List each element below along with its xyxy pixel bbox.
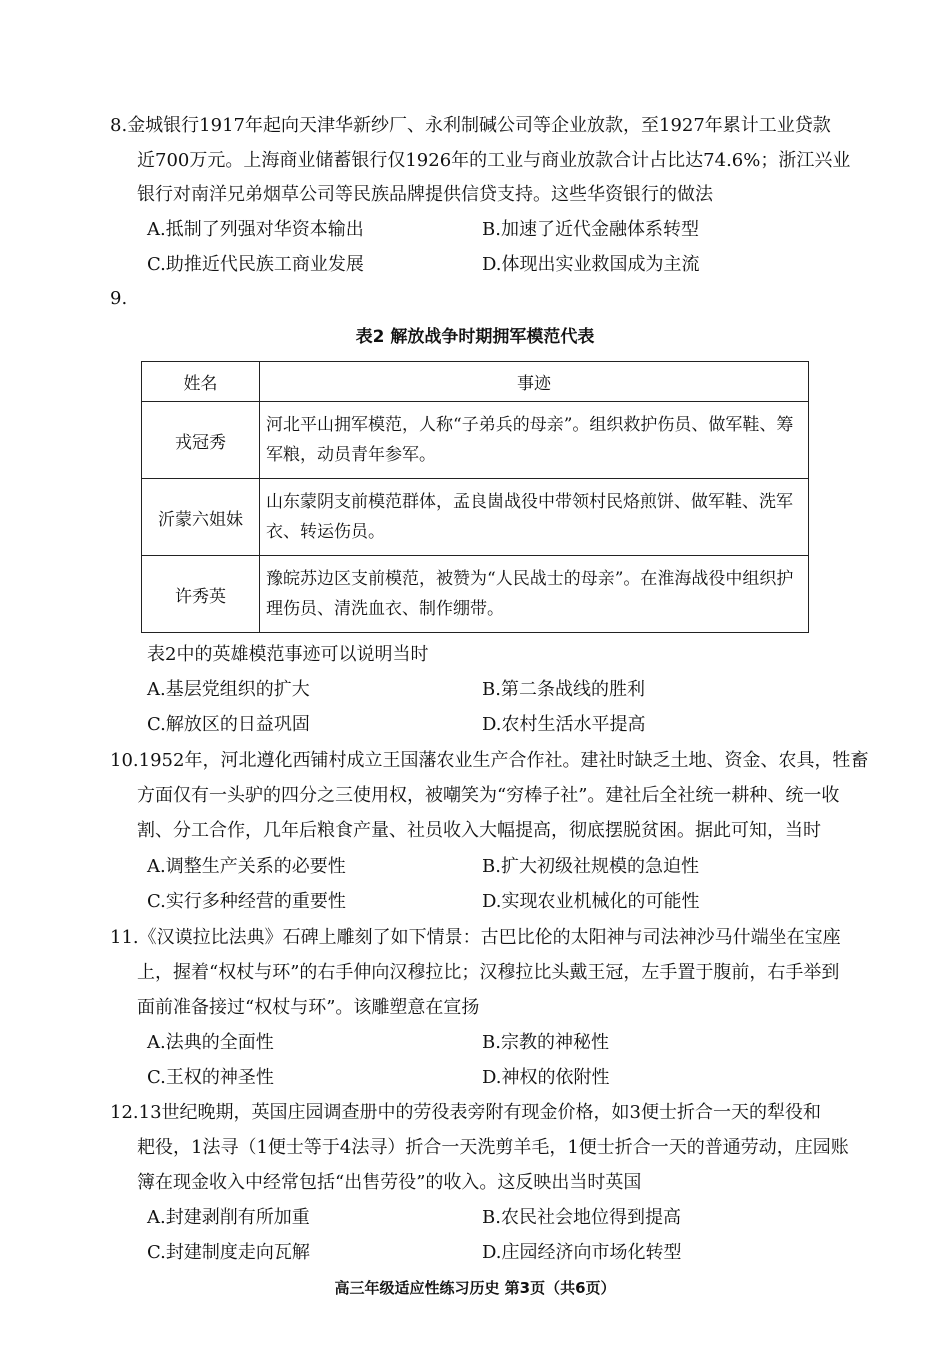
page-footer: 高三年级适应性练习历史 第3页（共6页） <box>334 1279 616 1297</box>
q8-option-c[interactable]: C.助推近代民族工商业发展 <box>147 254 364 275</box>
q12-line-2: 耙役，1法寻（1便士等于4法寻）折合一天洗剪羊毛，1便士折合一天的普通劳动，庄园账 <box>137 1137 849 1158</box>
row-name: 许秀英 <box>142 556 260 633</box>
q12-option-b[interactable]: B.农民社会地位得到提高 <box>482 1207 681 1228</box>
row-name: 沂蒙六姐妹 <box>142 479 260 556</box>
q9-option-c[interactable]: C.解放区的日益巩固 <box>147 714 310 735</box>
q11-option-d[interactable]: D.神权的依附性 <box>482 1067 610 1088</box>
q9-option-b[interactable]: B.第二条战线的胜利 <box>482 679 645 700</box>
row-deed: 山东蒙阴支前模范群体，孟良崮战役中带领村民烙煎饼、做军鞋、洗军衣、转运伤员。 <box>260 479 809 556</box>
q10-option-d[interactable]: D.实现农业机械化的可能性 <box>482 891 700 912</box>
q11-number: 11. <box>110 927 139 948</box>
table-header-row <box>142 362 809 402</box>
table-row <box>142 556 809 633</box>
row-deed: 河北平山拥军模范，人称“子弟兵的母亲”。组织救护伤员、做军鞋、筹军粮，动员青年参军。 <box>260 402 809 479</box>
q12-number: 12. <box>110 1102 139 1123</box>
q11-line-3: 面前准备接过“权杖与环”。该雕塑意在宣扬 <box>137 997 480 1018</box>
q12-line-3: 簿在现金收入中经常包括“出售劳役”的收入。这反映出当时英国 <box>137 1172 642 1193</box>
q8-option-d[interactable]: D.体现出实业救国成为主流 <box>482 254 700 275</box>
q10-line-2: 方面仅有一头驴的四分之三使用权，被嘲笑为“穷棒子社”。建社后全社统一耕种、统一收 <box>137 785 840 806</box>
q8-number: 8. <box>110 115 128 136</box>
q8-line-3: 银行对南洋兄弟烟草公司等民族品牌提供信贷支持。这些华资银行的做法 <box>137 184 713 205</box>
q10-line-3: 割、分工合作，几年后粮食产量、社员收入大幅提高，彻底摆脱贫困。据此可知，当时 <box>137 820 821 841</box>
q11-option-a[interactable]: A.法典的全面性 <box>147 1032 274 1053</box>
q12-line-1: 12.13世纪晚期，英国庄园调查册中的劳役表旁附有现金价格，如3便士折合一天的犁役和 <box>110 1102 821 1123</box>
q10-option-b[interactable]: B.扩大初级社规模的急迫性 <box>482 856 699 877</box>
q10-option-c[interactable]: C.实行多种经营的重要性 <box>147 891 346 912</box>
q8-option-b[interactable]: B.加速了近代金融体系转型 <box>482 219 699 240</box>
q8-line-1: 8.金城银行1917年起向天津华新纱厂、永利制碱公司等企业放款，至1927年累计工业贷款 <box>110 115 831 136</box>
header-deed: 事迹 <box>260 362 809 402</box>
q11-line-2: 上，握着“权杖与环”的右手伸向汉穆拉比；汉穆拉比头戴王冠，左手置于腹前，右手举到 <box>137 962 840 983</box>
q9-stem: 表2中的英雄模范事迹可以说明当时 <box>147 644 429 665</box>
q10-option-a[interactable]: A.调整生产关系的必要性 <box>147 856 346 877</box>
row-name: 戎冠秀 <box>142 402 260 479</box>
table-row <box>142 402 809 479</box>
header-name: 姓名 <box>142 362 260 402</box>
hero-table <box>141 361 809 633</box>
q8-line-2: 近700万元。上海商业储蓄银行仅1926年的工业与商业放款合计占比达74.6%；浙江兴业 <box>137 150 851 171</box>
table-title: 表2 解放战争时期拥军模范代表 <box>355 327 595 347</box>
table-row <box>142 479 809 556</box>
q9-option-d[interactable]: D.农村生活水平提高 <box>482 714 646 735</box>
q12-option-c[interactable]: C.封建制度走向瓦解 <box>147 1242 310 1263</box>
q11-option-c[interactable]: C.王权的神圣性 <box>147 1067 274 1088</box>
q9-option-a[interactable]: A.基层党组织的扩大 <box>147 679 310 700</box>
q12-option-a[interactable]: A.封建剥削有所加重 <box>147 1207 310 1228</box>
q10-number: 10. <box>110 750 139 771</box>
q12-option-d[interactable]: D.庄园经济向市场化转型 <box>482 1242 682 1263</box>
row-deed: 豫皖苏边区支前模范，被赞为“人民战士的母亲”。在淮海战役中组织护理伤员、清洗血衣、制作绷带。 <box>260 556 809 633</box>
q8-option-a[interactable]: A.抵制了列强对华资本输出 <box>147 219 364 240</box>
q11-line-1: 11.《汉谟拉比法典》石碑上雕刻了如下情景：古巴比伦的太阳神与司法神沙马什端坐在宝座 <box>110 927 841 948</box>
q11-option-b[interactable]: B.宗教的神秘性 <box>482 1032 609 1053</box>
q10-line-1: 10.1952年，河北遵化西铺村成立王国藩农业生产合作社。建社时缺乏土地、资金、农具，牲畜 <box>110 750 869 771</box>
q9-number: 9. <box>110 288 128 309</box>
